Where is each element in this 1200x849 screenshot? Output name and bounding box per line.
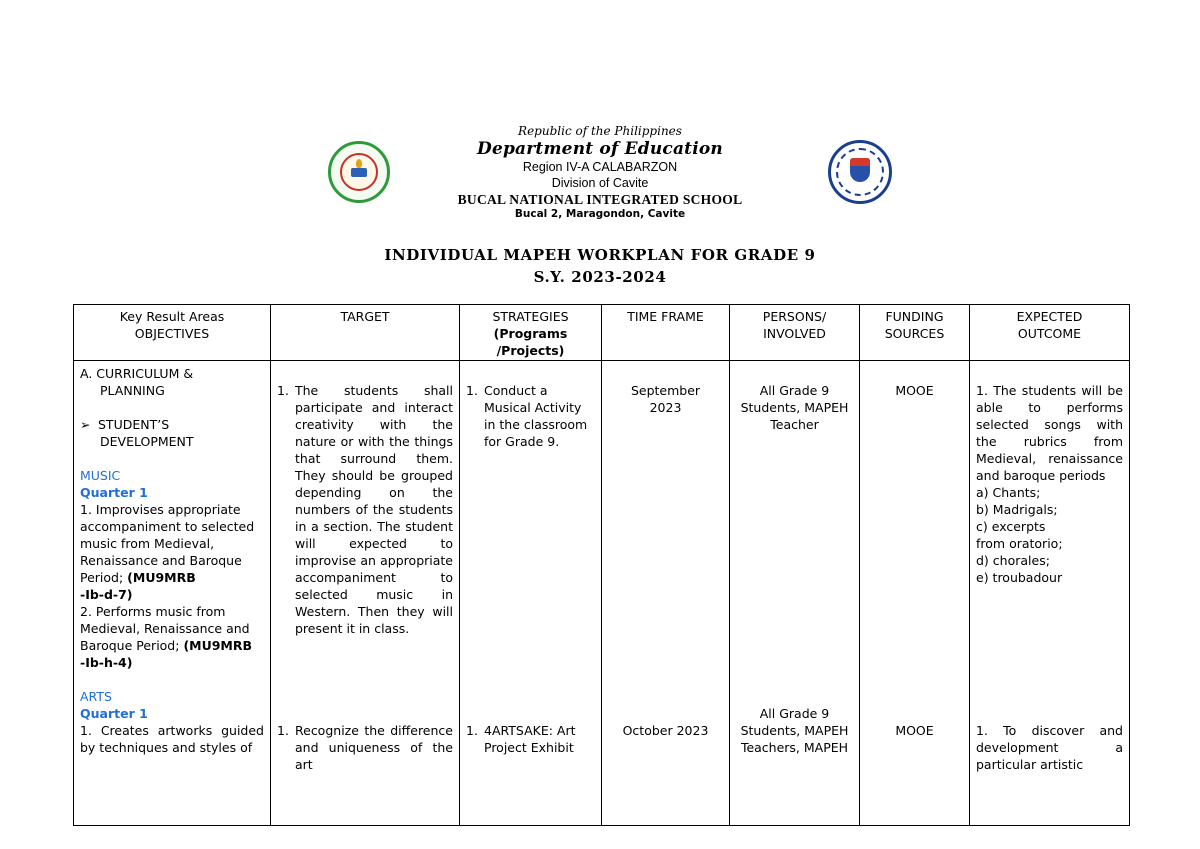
music-objective-1: 1. Improvises appropriate accompaniment to selected music from Medieval, Renaissance and Baroque Period;: [80, 501, 255, 585]
music-label: MUSIC: [80, 467, 121, 483]
subsection-heading: STUDENT’S: [98, 416, 170, 432]
header-line: EXPECTED: [1016, 309, 1083, 324]
expected-outcome-cell: [970, 360, 1130, 825]
persons-2-line-3: Teachers, MAPEH: [740, 739, 849, 755]
header-line: INVOLVED: [763, 325, 826, 341]
header-objectives: [74, 305, 271, 361]
strategy-item-1: Conduct a Musical Activity in the classroom for Grade 9.: [484, 382, 588, 449]
section-heading-cont: PLANNING: [100, 382, 165, 398]
target-item-2: Recognize the difference and uniqueness of the art: [295, 722, 453, 772]
workplan-table: [73, 304, 1130, 826]
list-number: 1.: [277, 722, 289, 738]
target-cell: [271, 360, 460, 825]
header-target: [271, 305, 460, 361]
list-number: 1.: [277, 382, 289, 398]
header-line: FUNDING: [885, 309, 944, 324]
music-code-1: (MU9MRB: [127, 569, 196, 585]
time-frame-cell: [602, 360, 730, 825]
school-address: Bucal 2, Maragondon, Cavite: [514, 208, 686, 221]
arts-label: ARTS: [80, 688, 112, 704]
header-line: TIME FRAME: [627, 309, 704, 324]
header-line: /Projects): [496, 342, 565, 358]
header-time-frame: [602, 305, 730, 361]
letterhead: [0, 124, 1200, 222]
republic-line: Republic of the Philippines: [518, 124, 682, 138]
time-frame-1-year: 2023: [649, 399, 682, 415]
header-line: PERSONS/: [762, 309, 827, 324]
time-frame-2: October 2023: [622, 722, 709, 738]
arts-objective-1: 1. Creates artworks guided by techniques and styles of: [80, 722, 264, 755]
music-objective-2: 2. Performs music from Medieval, Renaissance and Baroque Period;: [80, 603, 250, 653]
strategies-cell: [460, 360, 602, 825]
header-line: TARGET: [340, 309, 390, 324]
header-line: SOURCES: [884, 325, 945, 341]
school-year: S.Y. 2023-2024: [533, 268, 667, 286]
table-header-row: [74, 305, 1130, 361]
arrow-bullet-icon: ➢: [80, 416, 91, 432]
objectives-cell: [74, 360, 271, 825]
document-title: INDIVIDUAL MAPEH WORKPLAN FOR GRADE 9: [384, 246, 816, 264]
music-code-2-cont: -Ib-h-4): [80, 654, 133, 670]
outcome-sub-c-cont: from oratorio;: [976, 535, 1063, 551]
division-line: Division of Cavite: [551, 175, 649, 190]
target-item-1: The students shall participate and interact creativity with the nature or with the things that surround them. They should be grouped depending on the numbers of the students in a section. The student will expected to improvise an appropriate accompaniment to selected music in Western. Then they will present it in class.: [295, 382, 453, 636]
header-line: OUTCOME: [1017, 325, 1082, 341]
music-code-2: (MU9MRB: [183, 637, 253, 653]
header-line: OBJECTIVES: [134, 325, 210, 341]
header-line: STRATEGIES: [492, 309, 569, 324]
outcome-item-1: 1. The students will be able to performs selected songs with the rubrics from Medieval, renaissance and baroque periods: [976, 382, 1123, 483]
header-expected-outcome: [970, 305, 1130, 361]
outcome-sub-b: b) Madrigals;: [976, 501, 1058, 517]
header-funding-sources: [860, 305, 970, 361]
persons-2-line-1: All Grade 9: [759, 705, 830, 721]
region-line: Region IV-A CALABARZON: [522, 160, 678, 175]
header-line: (Programs: [493, 325, 568, 341]
subsection-heading-cont: DEVELOPMENT: [100, 433, 194, 449]
header-strategies: [460, 305, 602, 361]
outcome-sub-a: a) Chants;: [976, 484, 1041, 500]
persons-1-line-1: All Grade 9: [759, 382, 830, 398]
section-heading: A. CURRICULUM &: [80, 365, 194, 381]
music-quarter: Quarter 1: [80, 484, 148, 500]
header-persons-involved: [730, 305, 860, 361]
outcome-sub-d: d) chorales;: [976, 552, 1050, 568]
music-code-1-cont: -Ib-d-7): [80, 586, 133, 602]
funding-sources-cell: [860, 360, 970, 825]
list-number: 1.: [466, 722, 478, 738]
funding-1: MOOE: [895, 382, 934, 398]
persons-1-line-2: Students, MAPEH: [740, 399, 849, 415]
strategy-item-2: 4ARTSAKE: Art Project Exhibit: [484, 722, 576, 755]
school-name: BUCAL NATIONAL INTEGRATED SCHOOL: [457, 191, 743, 207]
funding-2: MOOE: [895, 722, 934, 738]
list-number: 1.: [466, 382, 478, 398]
outcome-item-2: 1. To discover and development a particular artistic: [976, 722, 1123, 772]
persons-involved-cell: [730, 360, 860, 825]
time-frame-1: September: [630, 382, 701, 398]
arts-quarter: Quarter 1: [80, 705, 148, 721]
outcome-sub-c: c) excerpts: [976, 518, 1046, 534]
department-name: Department of Education: [477, 139, 723, 159]
outcome-sub-e: e) troubadour: [976, 569, 1063, 585]
header-line: Key Result Areas: [119, 309, 225, 324]
persons-2-line-2: Students, MAPEH: [740, 722, 849, 738]
table-row: [74, 360, 1130, 825]
persons-1-line-3: Teacher: [770, 416, 819, 432]
